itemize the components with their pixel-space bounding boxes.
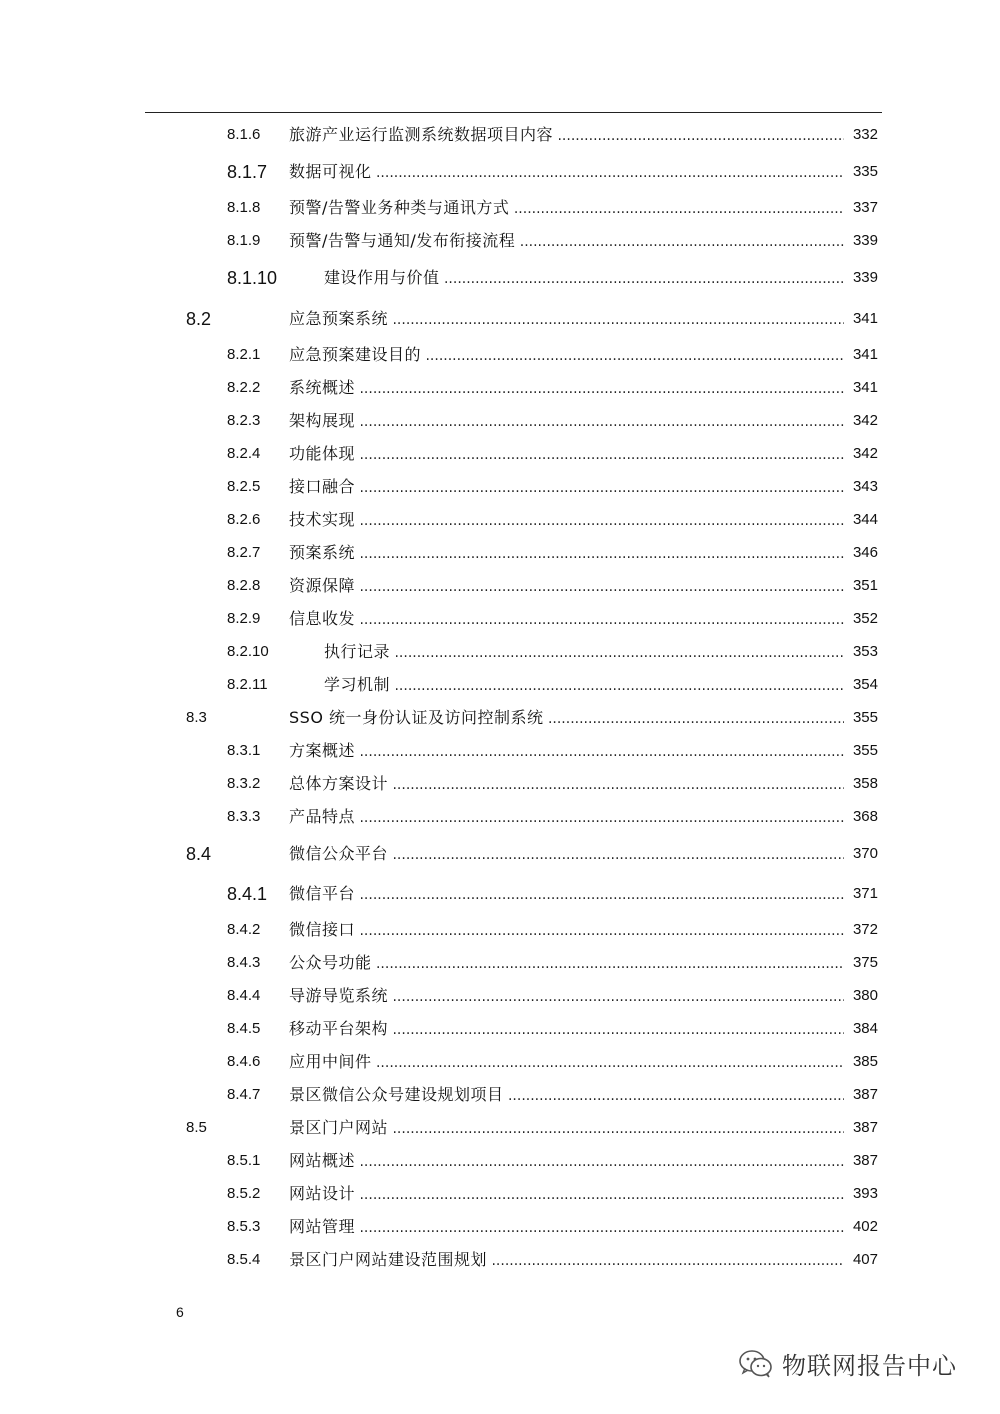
toc-entry-title: 应用中间件 .....: [289, 1049, 844, 1076]
toc-entry[interactable]: [0, 122, 1000, 148]
toc-entry-title: 架构展现 .....: [289, 408, 844, 435]
toc-entry[interactable]: [0, 606, 1000, 632]
toc-entry-page: 375: [851, 950, 878, 976]
toc-entry[interactable]: [0, 375, 1000, 401]
toc-entry-page: 358: [851, 771, 878, 797]
toc-entry-number: 8.3.1: [227, 742, 261, 759]
toc-entry[interactable]: [0, 408, 1000, 434]
toc-entry[interactable]: [0, 195, 1000, 221]
toc-entry-page: 339: [851, 228, 878, 254]
toc-entry-title: 功能体现 .....: [289, 441, 844, 468]
toc-entry-page: 332: [851, 122, 878, 148]
toc-entry-title: 景区门户网站 .....: [289, 1115, 844, 1142]
toc-entry-title: 信息收发 .....: [289, 606, 844, 633]
toc-entry-title: 微信接口 .....: [289, 917, 844, 944]
toc-entry-number: 8.3.2: [227, 775, 261, 792]
toc-entry-page: 355: [851, 738, 878, 764]
toc-entry-title: 数据可视化 .....: [289, 159, 844, 186]
toc-entry-number: 8.1.6: [227, 126, 261, 143]
toc-entry[interactable]: [0, 265, 1000, 291]
toc-entry[interactable]: [0, 159, 1000, 185]
watermark-text: 物联网报告中心: [782, 1352, 957, 1380]
toc-entry-page: 351: [851, 573, 878, 599]
toc-entry-title: 学习机制 .....: [324, 672, 844, 699]
toc-entry-page: 387: [851, 1082, 878, 1108]
toc-entry-page: 346: [851, 540, 878, 566]
toc-entry-page: 342: [851, 441, 878, 467]
toc-entry[interactable]: [0, 738, 1000, 764]
toc-entry-page: 372: [851, 917, 878, 943]
toc-entry-number: 8.2.3: [227, 412, 261, 429]
toc-entry-title: 资源保障 .....: [289, 573, 844, 600]
toc-entry-page: 387: [851, 1148, 878, 1174]
toc-entry-number: 8.4.1: [227, 884, 268, 904]
toc-entry-title: 总体方案设计 .....: [289, 771, 844, 798]
toc-entry-title: 执行记录 .....: [324, 639, 844, 666]
toc-entry-number: 8.5.2: [227, 1185, 261, 1202]
toc-entry-title: 微信平台 .....: [289, 881, 844, 908]
toc-entry-number: 8.1.7: [227, 162, 268, 182]
toc-entry-page: 354: [851, 672, 878, 698]
toc-entry-page: 343: [851, 474, 878, 500]
toc-entry-number: 8.4.7: [227, 1086, 261, 1103]
toc-entry-title: 建设作用与价值 .....: [324, 265, 844, 292]
toc-entry[interactable]: [0, 573, 1000, 599]
toc-entry-number: 8.4.4: [227, 987, 261, 1004]
toc-entry[interactable]: [0, 342, 1000, 368]
toc-entry-title: 预警/告警与通知/发布衔接流程 .....: [289, 228, 844, 255]
toc-entry-page: 368: [851, 804, 878, 830]
toc-entry-number: 8.2.4: [227, 445, 261, 462]
toc-entry-number: 8.5.3: [227, 1218, 261, 1235]
toc-entry-number: 8.3.3: [227, 808, 261, 825]
toc-entry-title: 应急预案建设目的 .....: [289, 342, 844, 369]
toc-entry[interactable]: [0, 474, 1000, 500]
toc-entry[interactable]: [0, 804, 1000, 830]
toc-entry-page: 342: [851, 408, 878, 434]
toc-entry-title: 公众号功能 .....: [289, 950, 844, 977]
toc-entry-page: 355: [851, 705, 878, 731]
toc-entry[interactable]: [0, 1016, 1000, 1042]
toc-entry-title: 网站设计 .....: [289, 1181, 844, 1208]
toc-entry[interactable]: [0, 881, 1000, 907]
toc-entry-number: 8.4.2: [227, 921, 261, 938]
page-number: 6: [176, 1304, 184, 1320]
toc-entry[interactable]: [0, 1049, 1000, 1075]
toc-entry-number: 8.2.11: [227, 676, 268, 693]
toc-entry-number: 8.2.6: [227, 511, 261, 528]
toc-entry-page: 385: [851, 1049, 878, 1075]
toc-entry-page: 393: [851, 1181, 878, 1207]
toc-entry-title: SSO 统一身份认证及访问控制系统 .....: [289, 705, 844, 732]
toc-entry-title: 方案概述 .....: [289, 738, 844, 765]
toc-entry-title: 微信公众平台 .....: [289, 841, 844, 868]
toc-entry-page: 387: [851, 1115, 878, 1141]
toc-entry-title: 技术实现 .....: [289, 507, 844, 534]
toc-entry-title: 景区微信公众号建设规划项目 .....: [289, 1082, 844, 1109]
toc-entry-page: 341: [851, 375, 878, 401]
toc-entry-number: 8.5.1: [227, 1152, 261, 1169]
toc-entry-number: 8.3: [186, 709, 207, 726]
toc-entry[interactable]: [0, 1247, 1000, 1273]
toc-entry[interactable]: [0, 950, 1000, 976]
toc-entry[interactable]: [0, 917, 1000, 943]
toc-entry[interactable]: [0, 1148, 1000, 1174]
toc-entry[interactable]: [0, 771, 1000, 797]
toc-entry-number: 8.2.5: [227, 478, 261, 495]
toc-entry[interactable]: [0, 983, 1000, 1009]
toc-entry-title: 景区门户网站建设范围规划 .....: [289, 1247, 844, 1274]
toc-entry-title: 系统概述 .....: [289, 375, 844, 402]
toc-entry-title: 接口融合 .....: [289, 474, 844, 501]
toc-entry[interactable]: [0, 639, 1000, 665]
toc-entry-number: 8.2: [186, 309, 212, 329]
toc-entry-title: 网站管理 .....: [289, 1214, 844, 1241]
toc-entry-title: 导游导览系统 .....: [289, 983, 844, 1010]
toc-entry-title: 产品特点 .....: [289, 804, 844, 831]
toc-entry-number: 8.2.9: [227, 610, 261, 627]
toc-entry-title: 网站概述 .....: [289, 1148, 844, 1175]
toc-entry[interactable]: [0, 841, 1000, 867]
toc-entry-page: 384: [851, 1016, 878, 1042]
toc-entry-number: 8.4.3: [227, 954, 261, 971]
toc-entry-number: 8.4: [186, 844, 212, 864]
toc-entry-number: 8.5.4: [227, 1251, 261, 1268]
toc-entry-page: 341: [851, 342, 878, 368]
toc-entry[interactable]: [0, 540, 1000, 566]
toc-entry-page: 344: [851, 507, 878, 533]
toc-entry-number: 8.1.8: [227, 199, 261, 216]
toc-entry-page: 352: [851, 606, 878, 632]
toc-entry-page: 335: [851, 159, 878, 185]
watermark: [738, 1346, 957, 1381]
toc-entry-page: 407: [851, 1247, 878, 1273]
toc-entry-number: 8.2.2: [227, 379, 261, 396]
toc-entry-number: 8.4.5: [227, 1020, 261, 1037]
toc-entry-number: 8.4.6: [227, 1053, 261, 1070]
toc-entry[interactable]: [0, 1214, 1000, 1240]
toc-entry-title: 预警/告警业务种类与通讯方式 .....: [289, 195, 844, 222]
toc-entry[interactable]: [0, 672, 1000, 698]
toc-entry-page: 370: [851, 841, 878, 867]
toc-entry-number: 8.2.10: [227, 643, 269, 660]
toc-entry[interactable]: [0, 705, 1000, 731]
toc-entry-page: 371: [851, 881, 878, 907]
toc-entry-page: 337: [851, 195, 878, 221]
toc-entry-page: 341: [851, 306, 878, 332]
toc-entry-number: 8.2.8: [227, 577, 261, 594]
wechat-icon: [738, 1349, 774, 1379]
toc-entry-number: 8.1.10: [227, 268, 278, 288]
toc-entry-page: 353: [851, 639, 878, 665]
toc-entry[interactable]: [0, 306, 1000, 332]
toc-entry-number: 8.1.9: [227, 232, 261, 249]
toc-entry[interactable]: [0, 1115, 1000, 1141]
toc-entry-page: 380: [851, 983, 878, 1009]
toc-entry[interactable]: [0, 228, 1000, 254]
toc-entry-number: 8.2.1: [227, 346, 261, 363]
toc-entry[interactable]: [0, 1082, 1000, 1108]
toc-entry-number: 8.5: [186, 1119, 207, 1136]
toc-entry-title: 应急预案系统 .....: [289, 306, 844, 333]
toc-entry-title: 预案系统 .....: [289, 540, 844, 567]
toc-entry-number: 8.2.7: [227, 544, 261, 561]
toc-entry[interactable]: [0, 1181, 1000, 1207]
toc-entry-page: 339: [851, 265, 878, 291]
toc-entry[interactable]: [0, 507, 1000, 533]
toc-entry-title: 移动平台架构 .....: [289, 1016, 844, 1043]
toc-entry[interactable]: [0, 441, 1000, 467]
toc-entry-page: 402: [851, 1214, 878, 1240]
toc-entry-title: 旅游产业运行监测系统数据项目内容 .....: [289, 122, 844, 149]
